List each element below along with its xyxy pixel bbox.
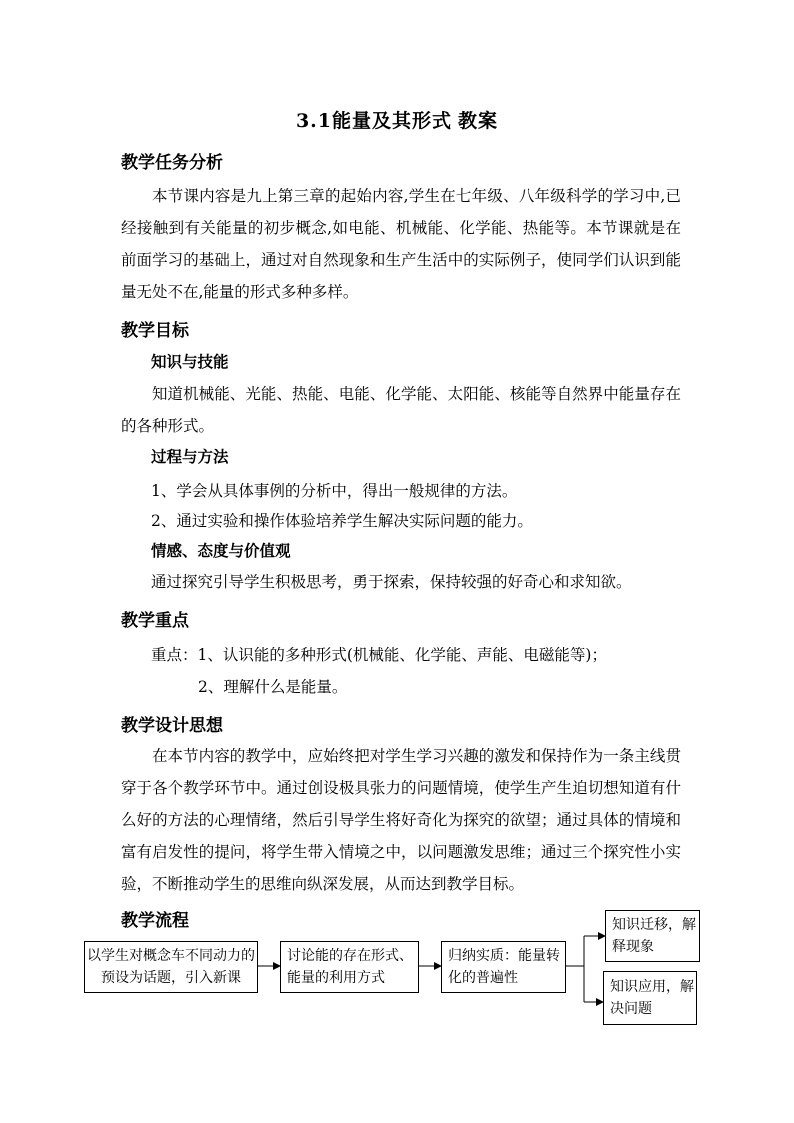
heading-task-analysis: 教学任务分析 xyxy=(121,153,223,173)
key-point-1: 重点：1、认识能的多种形式(机械能、化学能、声能、电磁能等)； xyxy=(151,646,607,664)
title-suffix: 教案 xyxy=(458,110,499,132)
title-main: 3.1能量及其形式 xyxy=(295,110,453,132)
flow-box-summarize: 归纳实质：能量转化的普遍性 xyxy=(441,941,566,993)
document-title xyxy=(0,106,794,133)
heading-key-points: 教学重点 xyxy=(121,611,189,631)
subheading-emotion: 情感、态度与价值观 xyxy=(151,541,291,560)
key-point-2: 2、理解什么是能量。 xyxy=(198,678,348,696)
flow-box-intro: 以学生对概念车不同动力的预设为话题，引入新课 xyxy=(84,941,258,993)
design-idea-paragraph: 在本节内容的教学中，应始终把对学生学习兴趣的激发和保持作为一条主线贯穿于各个教学环节中。通过创设极具张力的问题情境，使学生产生迫切想知道有什么好的方法的心理情绪，然后引导学生将好奇化为探究的欲望；通过具体的情境和富有启发性的提问，将学生带入情境之中，以问题激发思维；通过三个探究性小实验，不断推动学生的思维向纵深发展，从而达到教学目标。 xyxy=(121,747,681,893)
knowledge-paragraph: 知道机械能、光能、热能、电能、化学能、太阳能、核能等自然界中能量存在的各种形式。 xyxy=(121,385,681,435)
flow-box-apply: 知识应用，解决问题 xyxy=(603,971,697,1025)
process-item-1: 1、学会从具体事例的分析中，得出一般规律的方法。 xyxy=(151,482,518,500)
subheading-process: 过程与方法 xyxy=(151,447,229,466)
flow-box-discuss: 讨论能的存在形式、能量的利用方式 xyxy=(280,941,419,993)
process-item-2: 2、通过实验和操作体验培养学生解决实际问题的能力。 xyxy=(151,512,533,530)
subheading-knowledge: 知识与技能 xyxy=(151,352,229,371)
heading-flow: 教学流程 xyxy=(121,911,189,931)
emotion-text: 通过探究引导学生积极思考，勇于探索，保持较强的好奇心和求知欲。 xyxy=(151,573,632,591)
task-analysis-paragraph: 本节课内容是九上第三章的起始内容,学生在七年级、八年级科学的学习中,已经接触到有关能量的初步概念,如电能、机械能、化学能、热能等。本节课就是在前面学习的基础上，通过对自然现象和生产生活中的实际例子，使同学们认识到能量无处不在,能量的形式多种多样。 xyxy=(121,187,681,301)
heading-objectives: 教学目标 xyxy=(121,321,189,341)
flow-box-transfer: 知识迁移，解释现象 xyxy=(605,910,700,962)
heading-design-idea: 教学设计思想 xyxy=(121,716,223,736)
